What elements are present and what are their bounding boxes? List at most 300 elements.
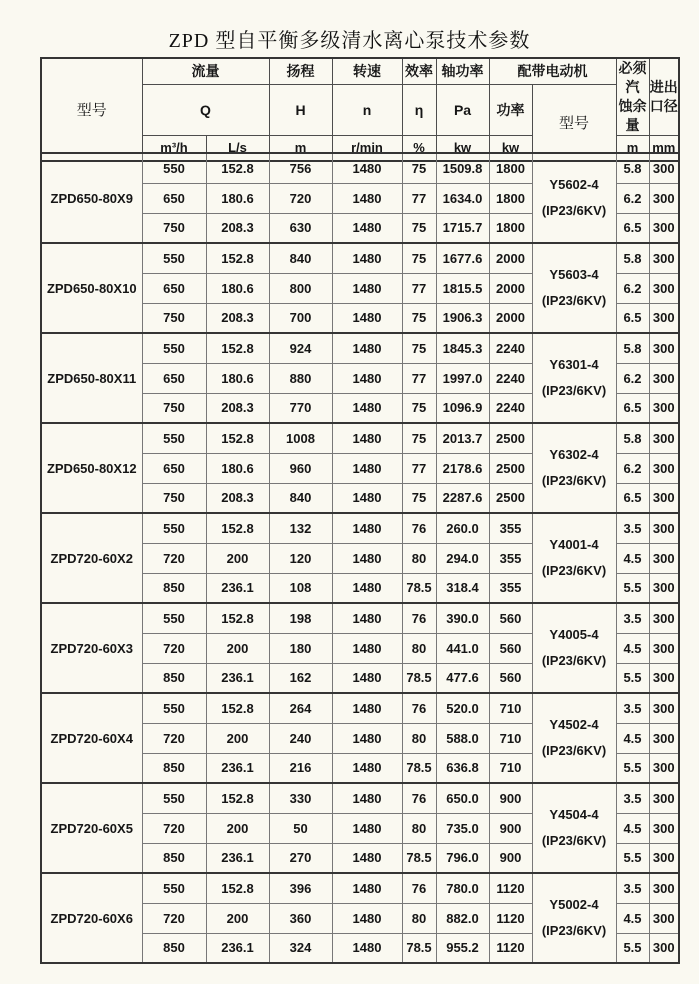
- table-row: [41, 333, 679, 363]
- cell-pump-model: ZPD720-60X2: [41, 513, 142, 603]
- cell-flow-m3h: 750: [142, 303, 206, 333]
- cell-port: 300: [649, 423, 679, 453]
- header-head: 扬程: [269, 58, 332, 84]
- motor-model-text: Y4005-4: [549, 627, 599, 642]
- cell-motor-kw: 560: [489, 633, 532, 663]
- cell-npsh: 6.5: [616, 393, 649, 423]
- cell-port: 300: [649, 783, 679, 813]
- cell-motor-model: [532, 513, 616, 603]
- cell-shaft-power: 1906.3: [436, 303, 489, 333]
- cell-pump-model: ZPD650-80X11: [41, 333, 142, 423]
- motor-model-text: Y4502-4: [549, 717, 599, 732]
- table-row: [41, 693, 679, 723]
- cell-speed: 1480: [332, 843, 402, 873]
- cell-port: 300: [649, 453, 679, 483]
- cell-motor-model: [532, 423, 616, 513]
- cell-flow-ls: 180.6: [206, 363, 269, 393]
- header-motor-model: 型号: [532, 84, 616, 161]
- cell-npsh: 5.8: [616, 243, 649, 273]
- cell-flow-m3h: 550: [142, 243, 206, 273]
- motor-model-text: Y4001-4: [549, 537, 599, 552]
- cell-flow-m3h: 750: [142, 213, 206, 243]
- motor-enclosure-text: (IP23/6KV): [541, 203, 607, 218]
- cell-head: 360: [269, 903, 332, 933]
- header-port-line2: 口径: [649, 98, 678, 114]
- cell-speed: 1480: [332, 693, 402, 723]
- motor-model-text: Y5603-4: [549, 267, 599, 282]
- cell-flow-ls: 180.6: [206, 183, 269, 213]
- cell-head: 840: [269, 243, 332, 273]
- cell-shaft-power: 1677.6: [436, 243, 489, 273]
- motor-enclosure-text: (IP23/6KV): [541, 833, 607, 848]
- cell-shaft-power: 441.0: [436, 633, 489, 663]
- cell-shaft-power: 477.6: [436, 663, 489, 693]
- header-model: 型号: [41, 58, 142, 161]
- cell-speed: 1480: [332, 453, 402, 483]
- cell-motor-kw: 1120: [489, 903, 532, 933]
- cell-shaft-power: 882.0: [436, 903, 489, 933]
- cell-motor-kw: 710: [489, 693, 532, 723]
- cell-flow-m3h: 550: [142, 603, 206, 633]
- cell-speed: 1480: [332, 663, 402, 693]
- cell-speed: 1480: [332, 153, 402, 183]
- cell-flow-m3h: 720: [142, 903, 206, 933]
- cell-port: 300: [649, 393, 679, 423]
- cell-flow-m3h: 550: [142, 333, 206, 363]
- cell-head: 108: [269, 573, 332, 603]
- cell-speed: 1480: [332, 273, 402, 303]
- cell-shaft-power: 1845.3: [436, 333, 489, 363]
- cell-speed: 1480: [332, 183, 402, 213]
- cell-head: 330: [269, 783, 332, 813]
- cell-npsh: 3.5: [616, 603, 649, 633]
- cell-port: 300: [649, 753, 679, 783]
- cell-speed: 1480: [332, 393, 402, 423]
- cell-head: 162: [269, 663, 332, 693]
- table-row: [41, 603, 679, 633]
- cell-pump-model: ZPD720-60X6: [41, 873, 142, 963]
- cell-motor-model: [532, 153, 616, 243]
- cell-motor-kw: 1120: [489, 933, 532, 963]
- cell-npsh: 4.5: [616, 633, 649, 663]
- header-flow-symbol: Q: [142, 84, 269, 136]
- cell-flow-m3h: 650: [142, 363, 206, 393]
- cell-motor-kw: 355: [489, 513, 532, 543]
- cell-head: 50: [269, 813, 332, 843]
- cell-speed: 1480: [332, 903, 402, 933]
- cell-motor-kw: 900: [489, 813, 532, 843]
- cell-motor-model: [532, 243, 616, 333]
- cell-shaft-power: 588.0: [436, 723, 489, 753]
- cell-flow-ls: 200: [206, 903, 269, 933]
- cell-port: 300: [649, 513, 679, 543]
- cell-efficiency: 75: [402, 333, 436, 363]
- cell-shaft-power: 796.0: [436, 843, 489, 873]
- cell-npsh: 5.8: [616, 153, 649, 183]
- header-efficiency: 效率: [402, 58, 436, 84]
- cell-speed: 1480: [332, 573, 402, 603]
- header-port-line1: 进出: [649, 79, 678, 95]
- cell-head: 880: [269, 363, 332, 393]
- cell-shaft-power: 1634.0: [436, 183, 489, 213]
- cell-motor-kw: 900: [489, 783, 532, 813]
- cell-npsh: 5.5: [616, 753, 649, 783]
- cell-efficiency: 80: [402, 543, 436, 573]
- cell-shaft-power: 260.0: [436, 513, 489, 543]
- cell-shaft-power: 780.0: [436, 873, 489, 903]
- unit-port: mm: [649, 136, 679, 161]
- cell-shaft-power: 520.0: [436, 693, 489, 723]
- cell-shaft-power: 1997.0: [436, 363, 489, 393]
- cell-port: 300: [649, 843, 679, 873]
- cell-port: 300: [649, 153, 679, 183]
- cell-efficiency: 75: [402, 423, 436, 453]
- cell-speed: 1480: [332, 783, 402, 813]
- cell-flow-m3h: 720: [142, 813, 206, 843]
- header-port: [649, 58, 679, 136]
- cell-flow-m3h: 750: [142, 483, 206, 513]
- cell-flow-ls: 152.8: [206, 153, 269, 183]
- motor-model-text: Y5602-4: [549, 177, 599, 192]
- cell-speed: 1480: [332, 753, 402, 783]
- cell-npsh: 3.5: [616, 693, 649, 723]
- cell-speed: 1480: [332, 303, 402, 333]
- table-row: [41, 783, 679, 813]
- cell-flow-m3h: 750: [142, 393, 206, 423]
- cell-efficiency: 75: [402, 303, 436, 333]
- cell-flow-ls: 152.8: [206, 873, 269, 903]
- header-speed-symbol: n: [332, 84, 402, 136]
- unit-flow-m3h: m³/h: [142, 136, 206, 161]
- cell-motor-model: [532, 783, 616, 873]
- cell-flow-ls: 200: [206, 633, 269, 663]
- cell-npsh: 5.8: [616, 333, 649, 363]
- cell-head: 630: [269, 213, 332, 243]
- cell-motor-model: [532, 873, 616, 963]
- cell-npsh: 3.5: [616, 873, 649, 903]
- header-efficiency-symbol: η: [402, 84, 436, 136]
- cell-flow-m3h: 720: [142, 543, 206, 573]
- cell-flow-m3h: 550: [142, 423, 206, 453]
- cell-speed: 1480: [332, 363, 402, 393]
- cell-motor-kw: 2000: [489, 303, 532, 333]
- cell-efficiency: 77: [402, 453, 436, 483]
- cell-speed: 1480: [332, 633, 402, 663]
- cell-shaft-power: 1509.8: [436, 153, 489, 183]
- cell-npsh: 6.5: [616, 303, 649, 333]
- cell-pump-model: ZPD650-80X9: [41, 153, 142, 243]
- cell-flow-m3h: 550: [142, 693, 206, 723]
- cell-speed: 1480: [332, 933, 402, 963]
- cell-efficiency: 77: [402, 273, 436, 303]
- spec-table-body: [40, 152, 680, 964]
- cell-npsh: 6.5: [616, 213, 649, 243]
- cell-npsh: 4.5: [616, 813, 649, 843]
- cell-port: 300: [649, 363, 679, 393]
- cell-shaft-power: 650.0: [436, 783, 489, 813]
- cell-npsh: 6.5: [616, 483, 649, 513]
- cell-flow-ls: 152.8: [206, 513, 269, 543]
- cell-flow-ls: 180.6: [206, 453, 269, 483]
- cell-flow-m3h: 850: [142, 933, 206, 963]
- cell-motor-kw: 560: [489, 663, 532, 693]
- header-flow: 流量: [142, 58, 269, 84]
- motor-enclosure-text: (IP23/6KV): [541, 293, 607, 308]
- cell-flow-ls: 236.1: [206, 843, 269, 873]
- cell-flow-m3h: 650: [142, 453, 206, 483]
- cell-flow-ls: 152.8: [206, 603, 269, 633]
- cell-head: 800: [269, 273, 332, 303]
- cell-flow-m3h: 550: [142, 783, 206, 813]
- cell-port: 300: [649, 483, 679, 513]
- cell-flow-m3h: 550: [142, 873, 206, 903]
- table-row: [41, 423, 679, 453]
- cell-motor-model: [532, 693, 616, 783]
- cell-npsh: 5.5: [616, 663, 649, 693]
- cell-shaft-power: 1096.9: [436, 393, 489, 423]
- cell-motor-kw: 1800: [489, 213, 532, 243]
- cell-efficiency: 80: [402, 723, 436, 753]
- cell-port: 300: [649, 813, 679, 843]
- cell-head: 180: [269, 633, 332, 663]
- cell-motor-kw: 560: [489, 603, 532, 633]
- cell-shaft-power: 955.2: [436, 933, 489, 963]
- cell-motor-kw: 2500: [489, 453, 532, 483]
- cell-flow-ls: 236.1: [206, 663, 269, 693]
- cell-efficiency: 80: [402, 813, 436, 843]
- cell-speed: 1480: [332, 873, 402, 903]
- cell-speed: 1480: [332, 543, 402, 573]
- cell-motor-kw: 2240: [489, 363, 532, 393]
- cell-head: 270: [269, 843, 332, 873]
- cell-motor-kw: 2240: [489, 393, 532, 423]
- cell-shaft-power: 1815.5: [436, 273, 489, 303]
- cell-npsh: 6.2: [616, 183, 649, 213]
- cell-shaft-power: 318.4: [436, 573, 489, 603]
- cell-flow-ls: 208.3: [206, 213, 269, 243]
- cell-head: 700: [269, 303, 332, 333]
- cell-speed: 1480: [332, 423, 402, 453]
- table-row: [41, 873, 679, 903]
- cell-shaft-power: 735.0: [436, 813, 489, 843]
- cell-head: 840: [269, 483, 332, 513]
- cell-flow-ls: 180.6: [206, 273, 269, 303]
- cell-head: 132: [269, 513, 332, 543]
- cell-port: 300: [649, 693, 679, 723]
- cell-speed: 1480: [332, 333, 402, 363]
- cell-head: 264: [269, 693, 332, 723]
- header-motor: 配带电动机: [489, 58, 616, 84]
- cell-head: 198: [269, 603, 332, 633]
- cell-efficiency: 75: [402, 393, 436, 423]
- cell-flow-m3h: 650: [142, 183, 206, 213]
- cell-flow-m3h: 720: [142, 723, 206, 753]
- cell-flow-ls: 200: [206, 543, 269, 573]
- table-row: [41, 243, 679, 273]
- cell-motor-model: [532, 603, 616, 693]
- cell-speed: 1480: [332, 603, 402, 633]
- cell-flow-ls: 236.1: [206, 753, 269, 783]
- cell-shaft-power: 1715.7: [436, 213, 489, 243]
- cell-flow-m3h: 650: [142, 273, 206, 303]
- cell-port: 300: [649, 213, 679, 243]
- cell-efficiency: 78.5: [402, 573, 436, 603]
- cell-npsh: 4.5: [616, 543, 649, 573]
- cell-flow-ls: 200: [206, 813, 269, 843]
- table-row: [41, 153, 679, 183]
- cell-efficiency: 75: [402, 483, 436, 513]
- cell-speed: 1480: [332, 723, 402, 753]
- unit-npsh: m: [616, 136, 649, 161]
- cell-efficiency: 78.5: [402, 843, 436, 873]
- cell-npsh: 5.8: [616, 423, 649, 453]
- cell-npsh: 4.5: [616, 723, 649, 753]
- cell-flow-m3h: 550: [142, 513, 206, 543]
- cell-flow-m3h: 850: [142, 573, 206, 603]
- unit-shaft-power: kw: [436, 136, 489, 161]
- cell-motor-kw: 710: [489, 753, 532, 783]
- unit-flow-ls: L/s: [206, 136, 269, 161]
- cell-flow-m3h: 850: [142, 843, 206, 873]
- cell-efficiency: 77: [402, 363, 436, 393]
- cell-motor-kw: 1800: [489, 153, 532, 183]
- table-body: [41, 153, 679, 963]
- cell-head: 120: [269, 543, 332, 573]
- cell-motor-kw: 2500: [489, 423, 532, 453]
- cell-flow-m3h: 850: [142, 753, 206, 783]
- cell-flow-m3h: 720: [142, 633, 206, 663]
- cell-flow-ls: 152.8: [206, 783, 269, 813]
- cell-npsh: 3.5: [616, 783, 649, 813]
- cell-port: 300: [649, 183, 679, 213]
- cell-head: 756: [269, 153, 332, 183]
- cell-speed: 1480: [332, 213, 402, 243]
- cell-port: 300: [649, 603, 679, 633]
- cell-pump-model: ZPD650-80X10: [41, 243, 142, 333]
- cell-port: 300: [649, 663, 679, 693]
- spec-table-header: [40, 57, 680, 162]
- cell-motor-kw: 2240: [489, 333, 532, 363]
- cell-npsh: 6.2: [616, 273, 649, 303]
- motor-model-text: Y4504-4: [549, 807, 599, 822]
- cell-head: 396: [269, 873, 332, 903]
- cell-efficiency: 75: [402, 213, 436, 243]
- cell-port: 300: [649, 303, 679, 333]
- cell-efficiency: 78.5: [402, 753, 436, 783]
- cell-motor-kw: 2500: [489, 483, 532, 513]
- cell-flow-ls: 208.3: [206, 393, 269, 423]
- cell-shaft-power: 2013.7: [436, 423, 489, 453]
- cell-npsh: 4.5: [616, 903, 649, 933]
- cell-head: 324: [269, 933, 332, 963]
- unit-efficiency: %: [402, 136, 436, 161]
- cell-npsh: 5.5: [616, 843, 649, 873]
- cell-port: 300: [649, 873, 679, 903]
- cell-speed: 1480: [332, 513, 402, 543]
- cell-speed: 1480: [332, 813, 402, 843]
- cell-efficiency: 76: [402, 693, 436, 723]
- table-row: [41, 513, 679, 543]
- cell-motor-kw: 1800: [489, 183, 532, 213]
- cell-flow-m3h: 550: [142, 153, 206, 183]
- cell-flow-ls: 152.8: [206, 243, 269, 273]
- header-npsh-line1: 必须汽: [618, 60, 647, 95]
- header-head-symbol: H: [269, 84, 332, 136]
- cell-flow-ls: 152.8: [206, 693, 269, 723]
- motor-enclosure-text: (IP23/6KV): [541, 923, 607, 938]
- motor-model-text: Y6302-4: [549, 447, 599, 462]
- cell-motor-kw: 355: [489, 543, 532, 573]
- unit-speed: r/min: [332, 136, 402, 161]
- cell-motor-kw: 710: [489, 723, 532, 753]
- header-motor-power: 功率: [489, 84, 532, 136]
- cell-flow-ls: 236.1: [206, 933, 269, 963]
- cell-flow-ls: 236.1: [206, 573, 269, 603]
- cell-speed: 1480: [332, 483, 402, 513]
- motor-enclosure-text: (IP23/6KV): [541, 563, 607, 578]
- cell-head: 1008: [269, 423, 332, 453]
- cell-efficiency: 77: [402, 183, 436, 213]
- cell-port: 300: [649, 933, 679, 963]
- cell-efficiency: 78.5: [402, 663, 436, 693]
- cell-head: 924: [269, 333, 332, 363]
- cell-efficiency: 76: [402, 603, 436, 633]
- cell-pump-model: ZPD720-60X5: [41, 783, 142, 873]
- cell-npsh: 6.2: [616, 363, 649, 393]
- cell-motor-kw: 355: [489, 573, 532, 603]
- cell-port: 300: [649, 633, 679, 663]
- motor-model-text: Y6301-4: [549, 357, 599, 372]
- cell-pump-model: ZPD720-60X3: [41, 603, 142, 693]
- cell-flow-ls: 208.3: [206, 483, 269, 513]
- cell-efficiency: 80: [402, 633, 436, 663]
- cell-port: 300: [649, 903, 679, 933]
- cell-port: 300: [649, 333, 679, 363]
- cell-npsh: 5.5: [616, 933, 649, 963]
- cell-flow-ls: 152.8: [206, 333, 269, 363]
- cell-flow-m3h: 850: [142, 663, 206, 693]
- motor-enclosure-text: (IP23/6KV): [541, 743, 607, 758]
- cell-port: 300: [649, 723, 679, 753]
- page-title: ZPD 型自平衡多级清水离心泵技术参数: [168, 30, 531, 52]
- cell-efficiency: 78.5: [402, 933, 436, 963]
- cell-port: 300: [649, 243, 679, 273]
- cell-head: 216: [269, 753, 332, 783]
- cell-flow-ls: 152.8: [206, 423, 269, 453]
- cell-motor-kw: 900: [489, 843, 532, 873]
- cell-npsh: 6.2: [616, 453, 649, 483]
- header-shaft-power: 轴功率: [436, 58, 489, 84]
- cell-port: 300: [649, 573, 679, 603]
- cell-port: 300: [649, 543, 679, 573]
- header-speed: 转速: [332, 58, 402, 84]
- cell-speed: 1480: [332, 243, 402, 273]
- cell-port: 300: [649, 273, 679, 303]
- cell-efficiency: 76: [402, 873, 436, 903]
- cell-efficiency: 75: [402, 243, 436, 273]
- cell-npsh: 3.5: [616, 513, 649, 543]
- motor-enclosure-text: (IP23/6KV): [541, 653, 607, 668]
- header-npsh-line2: 蚀余量: [618, 98, 647, 133]
- cell-efficiency: 76: [402, 513, 436, 543]
- cell-shaft-power: 390.0: [436, 603, 489, 633]
- motor-enclosure-text: (IP23/6KV): [541, 383, 607, 398]
- header-npsh: [616, 58, 649, 136]
- cell-head: 720: [269, 183, 332, 213]
- cell-efficiency: 80: [402, 903, 436, 933]
- cell-shaft-power: 636.8: [436, 753, 489, 783]
- cell-shaft-power: 2178.6: [436, 453, 489, 483]
